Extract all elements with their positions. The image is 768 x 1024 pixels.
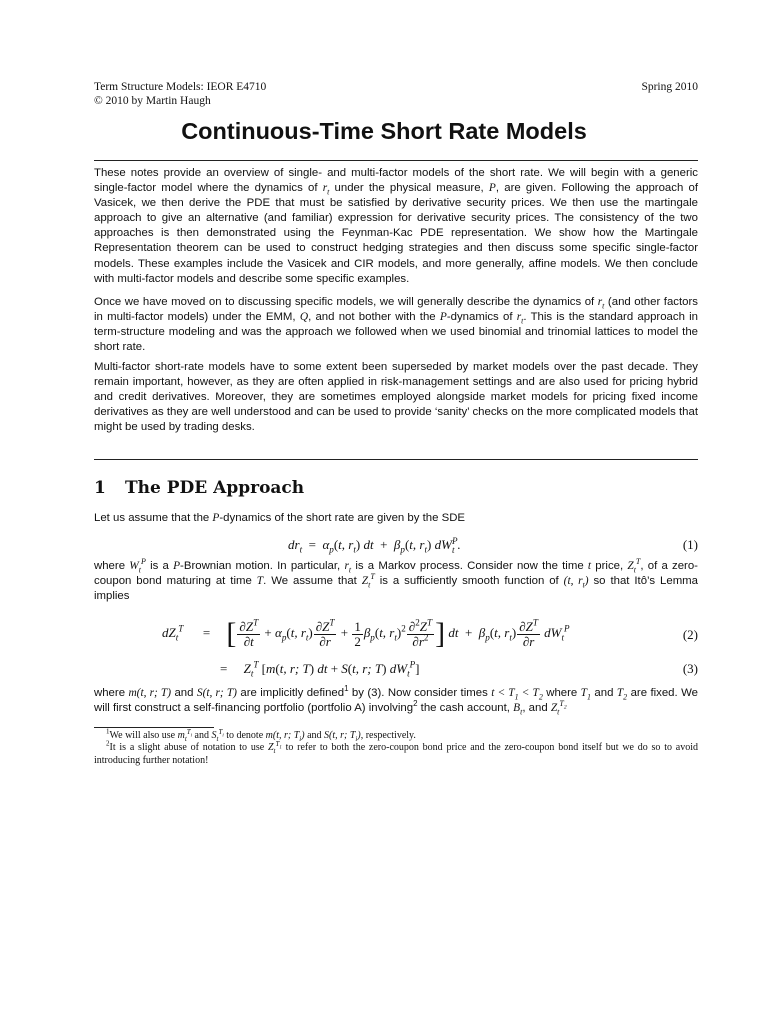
course-name: Term Structure Models: IEOR E4710 bbox=[94, 81, 267, 93]
equation-1-number: (1) bbox=[682, 537, 698, 552]
equation-2: $dZ_t^T$ = [ $\frac{\partial Z^T}{\partial t}$ + $\alpha_p(t$, $r_t$) $\frac{\partial Z^T}{\partial r}$ + $\frac{1}{2}$ $\beta_p(t$, $r_t)^2$ $\frac{\partial^2Z^T}{\partial r^2}$ ] dt + $\beta_p(t$, $r_t$) $\frac{\partial Z^T}{\partial r}$ $dW_t^P$ bbox=[162, 617, 570, 650]
abstract-paragraph-3: Multi-factor short-rate models have to some extent been superseded by market models over the past decade. They remain important, however, as they are often applied in risk-management settings and are also used for pricing hybrid and credit derivatives. Moreover, they are sometimes employed alongside market models for pricing fixed income derivatives as they are well understood and can be used to provide ‘sanity’ checks on the more complicated models that might be used by trading desks. bbox=[94, 361, 698, 434]
section-title: The PDE Approach bbox=[125, 478, 305, 498]
section-heading bbox=[94, 478, 304, 498]
section-number: 1 bbox=[94, 478, 106, 498]
equation-3: = $Z_t^T$ [m(t, r; T) dt + S(t, r; T) $dW_t^P$] bbox=[220, 659, 420, 679]
footnote-1: $^1$We will also use $m_t^{T_i}$ and $S_t^{T_i}$ to denote m(t, r; $T_i$) and S(t, r; $T_i$), respectively. bbox=[106, 727, 416, 743]
paragraph-after-eq1: where $W_t^P$ is a P-Brownian motion. In particular, $r_t$ is a Markov process. Consider now the time t price, $Z_t^T$, of a zero-coupon bond maturing at time T. We assume that $Z_t^T$ is a sufficiently smooth function of (t, $r_t$) so that Itô’s Lemma implies bbox=[94, 557, 699, 603]
abstract-paragraph-2: Once we have moved on to discussing specific models, we will generally describe the dynamics of $r_t$ (and other factors in multi-factor models) under the EMM, Q, and not bother with the P-dynamics of $r_t$. This is the standard approach in term-structure modeling and was the approach we followed when we used binomial and trinomial lattices to model the short rate. bbox=[94, 296, 699, 354]
section-intro: Let us assume that the P-dynamics of the short rate are given by the SDE bbox=[94, 512, 466, 524]
term-label: Spring 2010 bbox=[641, 81, 698, 93]
copyright-line: © 2010 by Martin Haugh bbox=[94, 95, 211, 107]
footnote-2: $^2$It is a slight abuse of notation to use $Z_t^{T_1}$ to refer to both the zero-coupon bond price and the zero-coupon bond itself but we do so to avoid introducing further notation! bbox=[94, 739, 698, 766]
footnote-rule bbox=[94, 727, 214, 728]
section-rule bbox=[94, 459, 698, 460]
equation-2-number: (2) bbox=[682, 627, 698, 642]
running-header-left bbox=[94, 80, 266, 108]
paragraph-after-eq3: where m(t, r; T) and S(t, r; T) are implicitly defined$^1$ by (3). Now consider times $t < T_1 < T_2$ where $T_1$ and $T_2$ are fixed. We will first construct a self-financing portfolio (portfolio A) involving$^2$ the cash account, $B_t$, and $Z_t^{T_2}$ bbox=[94, 684, 698, 717]
equation-3-number: (3) bbox=[682, 661, 698, 676]
page-title: Continuous-Time Short Rate Models bbox=[181, 118, 587, 144]
title-rule bbox=[94, 160, 698, 161]
equation-1: $dr_t = \alpha_p(t$, $r_t$) dt + $\beta_p(t$, $r_t$) dW P t . bbox=[288, 536, 461, 556]
abstract-paragraph-1: These notes provide an overview of single- and multi-factor models of the short rate. We will begin with a generic single-factor model where the dynamics of $r_t$ under the physical measure, P, are given. Following the approach of Vasicek, we then derive the PDE that must be satisfied by derivative security prices. We then use the martingale approach to give an alternative (and familiar) expression for derivative security prices. The consistency of the two approaches is then demonstrated using the Feynman-Kac PDE representation. We show how the Martingale Representation theorem can be used to construct hedging strategies and then discuss some specific single-factor models. These examples include the Vasicek and CIR models, and more generally, affine models. We then conclude with multi-factor models and describe some specific examples. bbox=[94, 167, 698, 285]
